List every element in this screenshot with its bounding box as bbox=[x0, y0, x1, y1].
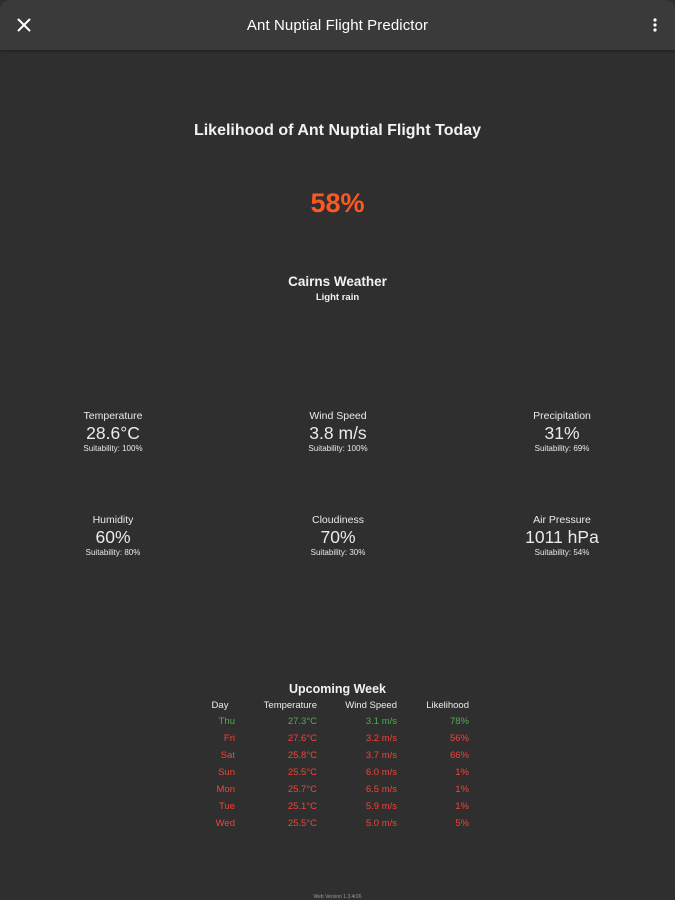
forecast-header-row bbox=[203, 697, 469, 713]
metric-temperature bbox=[33, 410, 193, 454]
forecast-wind-speed: 6.0 m/s bbox=[365, 767, 397, 778]
metric-wind-speed bbox=[258, 410, 418, 454]
app-title: Ant Nuptial Flight Predictor bbox=[246, 16, 429, 34]
metric-cloudiness bbox=[258, 514, 418, 558]
metric-value: 3.8 m/s bbox=[309, 423, 367, 443]
forecast-row bbox=[203, 798, 469, 815]
forecast-wind-speed: 5.0 m/s bbox=[365, 818, 397, 829]
more-vert-icon bbox=[653, 18, 657, 32]
forecast-temperature: 25.7°C bbox=[287, 784, 317, 795]
forecast-row bbox=[203, 747, 469, 764]
metric-suitability: Suitability: 100% bbox=[308, 444, 368, 453]
forecast-wind-speed: 3.2 m/s bbox=[365, 733, 397, 744]
weather-condition: Light rain bbox=[315, 292, 360, 303]
forecast-likelihood: 1% bbox=[455, 767, 469, 778]
metric-label: Wind Speed bbox=[309, 410, 367, 422]
metric-value: 1011 hPa bbox=[525, 527, 599, 547]
metric-precipitation bbox=[482, 410, 642, 454]
forecast-wind-speed: 5.9 m/s bbox=[365, 801, 397, 812]
forecast-row bbox=[203, 781, 469, 798]
close-button[interactable] bbox=[12, 13, 36, 37]
forecast-day: Fri bbox=[223, 733, 235, 744]
city-weather-title: Cairns Weather bbox=[288, 274, 387, 289]
metric-value: 28.6°C bbox=[86, 423, 140, 443]
metric-suitability: Suitability: 30% bbox=[310, 548, 366, 557]
forecast-day: Sat bbox=[220, 750, 235, 761]
forecast-temperature: 27.3°C bbox=[287, 716, 317, 727]
likelihood-percentage: 58% bbox=[310, 188, 365, 218]
forecast-likelihood: 1% bbox=[455, 801, 469, 812]
header-temperature: Temperature bbox=[263, 699, 317, 711]
forecast-row bbox=[203, 730, 469, 747]
more-menu-button[interactable] bbox=[645, 13, 665, 37]
forecast-likelihood: 56% bbox=[449, 733, 469, 744]
headline: Likelihood of Ant Nuptial Flight Today bbox=[193, 122, 482, 139]
metric-label: Air Pressure bbox=[533, 514, 591, 526]
forecast-wind-speed: 3.7 m/s bbox=[365, 750, 397, 761]
forecast-row bbox=[203, 713, 469, 730]
metric-label: Cloudiness bbox=[312, 514, 364, 526]
forecast-day: Thu bbox=[218, 716, 235, 727]
forecast-day: Tue bbox=[218, 801, 235, 812]
forecast-temperature: 27.6°C bbox=[287, 733, 317, 744]
forecast-table bbox=[203, 697, 469, 832]
forecast-likelihood: 66% bbox=[449, 750, 469, 761]
metric-suitability: Suitability: 54% bbox=[534, 548, 590, 557]
forecast-wind-speed: 6.5 m/s bbox=[365, 784, 397, 795]
app-bar bbox=[0, 0, 675, 50]
forecast-row bbox=[203, 815, 469, 832]
header-day: Day bbox=[211, 699, 229, 711]
forecast-wind-speed: 3.1 m/s bbox=[365, 716, 397, 727]
metric-suitability: Suitability: 69% bbox=[534, 444, 590, 453]
metric-label: Temperature bbox=[83, 410, 143, 422]
close-icon bbox=[17, 18, 31, 32]
forecast-temperature: 25.5°C bbox=[287, 767, 317, 778]
version-footer: Web Version 1.3.4r26 bbox=[313, 894, 362, 900]
forecast-day: Mon bbox=[216, 784, 235, 795]
forecast-row bbox=[203, 764, 469, 781]
header-likelihood: Likelihood bbox=[426, 699, 469, 711]
metric-value: 31% bbox=[544, 423, 580, 443]
metric-suitability: Suitability: 80% bbox=[85, 548, 141, 557]
metric-label: Precipitation bbox=[533, 410, 591, 422]
metric-label: Humidity bbox=[92, 514, 134, 526]
forecast-temperature: 25.8°C bbox=[287, 750, 317, 761]
metric-value: 60% bbox=[95, 527, 131, 547]
forecast-temperature: 25.1°C bbox=[287, 801, 317, 812]
forecast-likelihood: 78% bbox=[449, 716, 469, 727]
upcoming-week-title: Upcoming Week bbox=[288, 682, 386, 696]
metric-air-pressure bbox=[482, 514, 642, 558]
metric-humidity bbox=[33, 514, 193, 558]
forecast-day: Wed bbox=[215, 818, 235, 829]
forecast-temperature: 25.5°C bbox=[287, 818, 317, 829]
forecast-likelihood: 1% bbox=[455, 784, 469, 795]
metric-value: 70% bbox=[320, 527, 356, 547]
forecast-day: Sun bbox=[218, 767, 235, 778]
forecast-likelihood: 5% bbox=[455, 818, 469, 829]
header-wind-speed: Wind Speed bbox=[345, 699, 397, 711]
metric-suitability: Suitability: 100% bbox=[83, 444, 143, 453]
